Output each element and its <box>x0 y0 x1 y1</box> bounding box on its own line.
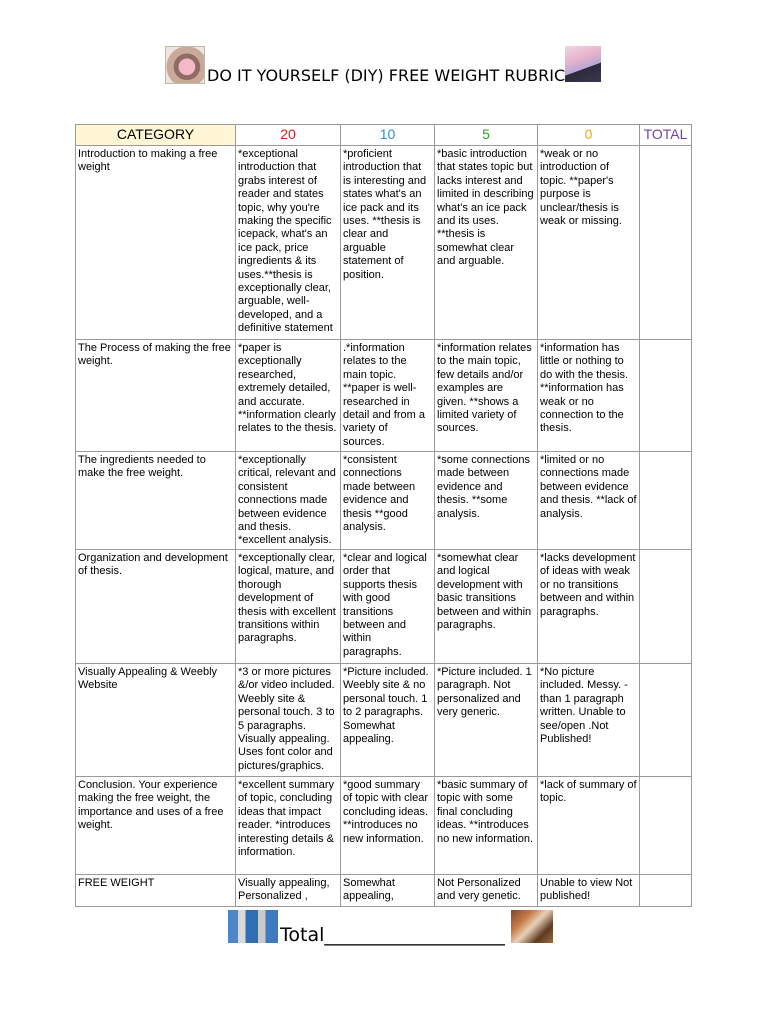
materials-photo <box>511 910 553 943</box>
cell-total <box>640 452 692 550</box>
cell-20: *3 or more pictures &/or video included. Weebly site & personal touch. 3 to 5 paragraphs. Visually appealing. Uses font color and pictures/graphics. <box>236 664 341 777</box>
row-category: FREE WEIGHT <box>76 875 236 907</box>
title-row <box>165 46 605 86</box>
cell-total <box>640 875 692 907</box>
cell-0: Unable to view Not published! <box>538 875 640 907</box>
page-title: DO IT YOURSELF (DIY) FREE WEIGHT RUBRIC <box>207 66 566 85</box>
cell-5: *basic introduction that states topic but lacks interest and limited in describing what's an ice pack and its uses. **thesis is somewhat clear and arguable. <box>435 146 538 340</box>
row-category: Organization and development of thesis. <box>76 550 236 664</box>
table-row <box>76 550 692 664</box>
cell-total <box>640 550 692 664</box>
table-row <box>76 875 692 907</box>
table-row <box>76 452 692 550</box>
header-total: TOTAL <box>640 125 692 146</box>
row-category: Visually Appealing & Weebly Website <box>76 664 236 777</box>
table-row <box>76 146 692 340</box>
cell-total <box>640 340 692 452</box>
cell-20: *excellent summary of topic, concluding ideas that impact reader. *introduces interesting details & information. <box>236 777 341 875</box>
cell-total <box>640 664 692 777</box>
footer <box>228 910 558 950</box>
header-score-20: 20 <box>236 125 341 146</box>
cell-10: *proficient introduction that is interesting and states what's an ice pack and its uses. **thesis is clear and arguable statement of position. <box>341 146 435 340</box>
cell-5: *information relates to the main topic, few details and/or examples are given. **shows a limited variety of sources. <box>435 340 538 452</box>
cell-10: .*information relates to the main topic. **paper is well-researched in detail and from a variety of sources. <box>341 340 435 452</box>
cell-0: *limited or no connections made between evidence and thesis. **lack of analysis. <box>538 452 640 550</box>
header-row <box>76 125 692 146</box>
cell-0: *No picture included. Messy. -than 1 paragraph written. Unable to see/open .Not Published! <box>538 664 640 777</box>
cell-total <box>640 777 692 875</box>
blue-ice-packs-photo <box>228 910 278 943</box>
cell-20: Visually appealing, Personalized , <box>236 875 341 907</box>
row-category: Introduction to making a free weight <box>76 146 236 340</box>
cell-0: *lacks development of ideas with weak or no transitions between and within paragraphs. <box>538 550 640 664</box>
row-category: The Process of making the free weight. <box>76 340 236 452</box>
header-category: CATEGORY <box>76 125 236 146</box>
row-category: The ingredients needed to make the free weight. <box>76 452 236 550</box>
cell-total <box>640 146 692 340</box>
ice-bag-photo <box>565 46 601 82</box>
cell-5: *some connections made between evidence and thesis. **some analysis. <box>435 452 538 550</box>
cell-20: *exceptionally critical, relevant and consistent connections made between evidence and thesis. *excellent analysis. <box>236 452 341 550</box>
cell-10: *Picture included. Weebly site & no personal touch. 1 to 2 paragraphs. Somewhat appealing. <box>341 664 435 777</box>
cell-5: *somewhat clear and logical development with basic transitions between and within paragraphs. <box>435 550 538 664</box>
cell-10: Somewhat appealing, <box>341 875 435 907</box>
table-row <box>76 664 692 777</box>
header-score-5: 5 <box>435 125 538 146</box>
ice-pack-photo <box>165 46 205 84</box>
cell-5: Not Personalized and very genetic. <box>435 875 538 907</box>
cell-10: *consistent connections made between evidence and thesis **good analysis. <box>341 452 435 550</box>
header-score-0: 0 <box>538 125 640 146</box>
cell-20: *exceptionally clear, logical, mature, and thorough development of thesis with excellent transitions within paragraphs. <box>236 550 341 664</box>
cell-0: *lack of summary of topic. <box>538 777 640 875</box>
cell-5: *basic summary of topic with some final concluding ideas. **introduces no new information. <box>435 777 538 875</box>
table-row <box>76 777 692 875</box>
cell-5: *Picture included. 1 paragraph. Not personalized and very generic. <box>435 664 538 777</box>
cell-0: *weak or no introduction of topic. **paper's purpose is unclear/thesis is weak or missing. <box>538 146 640 340</box>
cell-20: *exceptional introduction that grabs interest of reader and states topic, why you're making the specific icepack, what's an ice pack, price ingredients & its uses.**thesis is exceptionally clear, arguable, well-developed, and a definitive statement <box>236 146 341 340</box>
row-category: Conclusion. Your experience making the free weight, the importance and uses of a free weight. <box>76 777 236 875</box>
cell-10: *clear and logical order that supports thesis with good transitions between and within paragraphs. <box>341 550 435 664</box>
table-row <box>76 340 692 452</box>
rubric-table <box>75 124 692 907</box>
cell-10: *good summary of topic with clear concluding ideas. **introduces no new information. <box>341 777 435 875</box>
cell-0: *information has little or nothing to do with the thesis. **information has weak or no connection to the thesis. <box>538 340 640 452</box>
header-score-10: 10 <box>341 125 435 146</box>
cell-20: *paper is exceptionally researched, extremely detailed, and accurate. **information clearly relates to the thesis. <box>236 340 341 452</box>
total-line: Total___________________ <box>280 924 505 946</box>
